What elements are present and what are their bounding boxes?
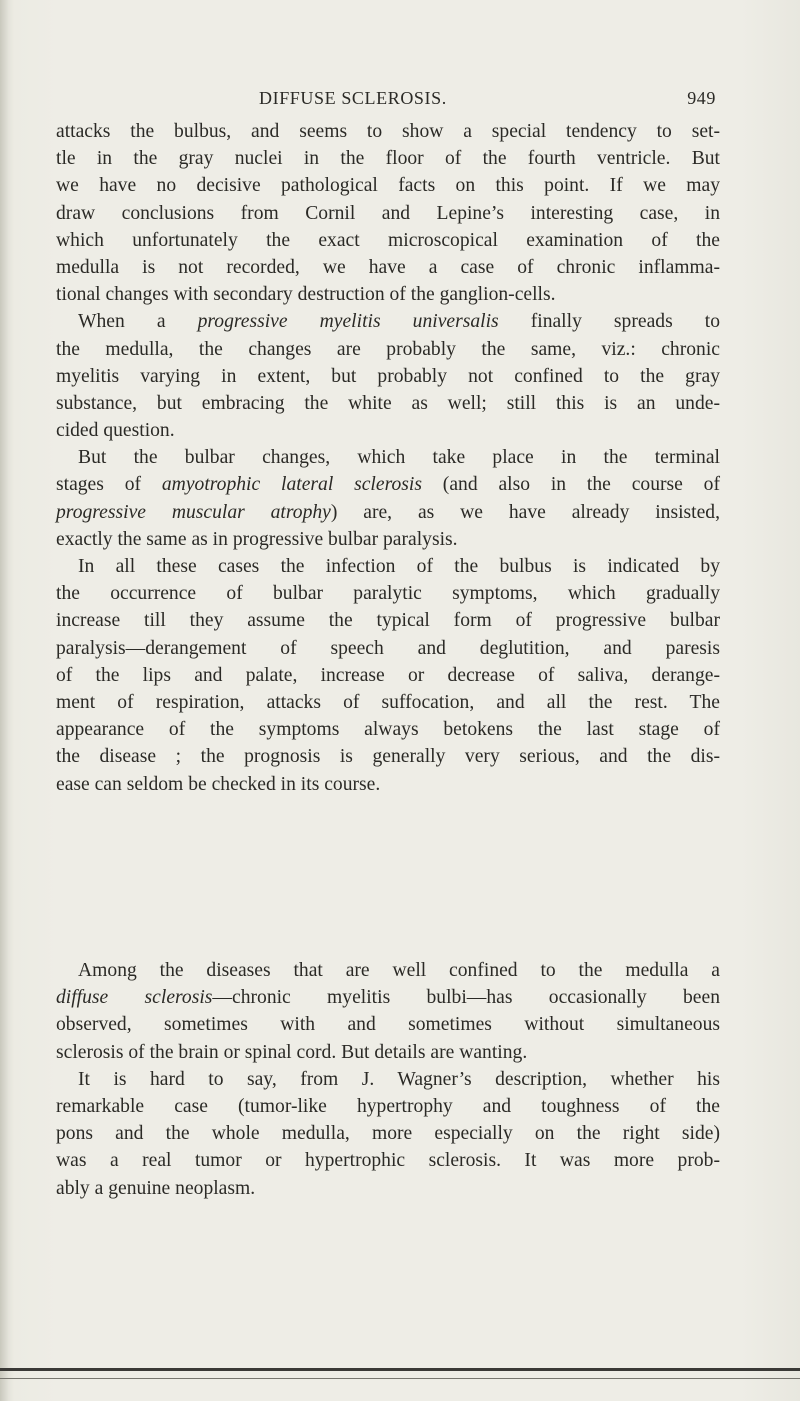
text-line: observed, sometimes with and sometimes without simultaneous [56,1014,720,1036]
text-block-lower [56,957,720,1202]
text-line: increase till they assume the typical form of progressive bulbar [56,610,720,632]
text-line: which unfortunately the exact microscopical examination of the [56,229,720,251]
text-line: But the bulbar changes, which take place in the terminal [78,447,720,469]
italic-term: progressive myelitis universalis [197,311,499,333]
text-line: In all these cases the infection of the bulbus is indicated by [78,556,720,577]
text-line: ably a genuine neoplasm. [56,1177,256,1199]
text-run: (and also in the course of [421,474,720,496]
italic-term: amyotrophic lateral sclerosis [161,474,422,496]
bottom-edge-rule [0,1368,800,1371]
text-run: finally spreads to [498,311,720,333]
text-block-upper [56,118,720,798]
text-line: tional changes with secondary destruction of the ganglion-cells. [56,284,556,306]
text-run: —chronic myelitis bulbi—has occasionally been [212,987,721,1009]
text-line: substance, but embracing the white as well; still this is an unde- [56,392,720,414]
text-line: the disease ; the prognosis is generally very serious, and the dis- [56,746,720,768]
text-line: Among the diseases that are well confined to the medulla a [78,960,720,981]
text-line: the occurrence of bulbar paralytic symptoms, which gradually [56,583,720,605]
text-line: of the lips and palate, increase or decrease of saliva, derange- [56,664,720,686]
running-title: DIFFUSE SCLEROSIS. [259,88,447,108]
text-run: When a [78,311,198,333]
text-line: the medulla, the changes are probably the same, viz.: chronic [56,338,720,360]
text-line: It is hard to say, from J. Wagner’s description, whether his [78,1068,720,1090]
text-line: exactly the same as in progressive bulbar paralysis. [56,528,458,550]
italic-term: progressive muscular atrophy [56,501,331,523]
text-line: attacks the bulbus, and seems to show a special tendency to set- [56,121,720,142]
text-line [56,984,720,1011]
text-line: was a real tumor or hypertrophic sclerosis. It was more prob- [56,1150,720,1172]
text-line [56,499,720,526]
text-run: ) are, as we have already insisted, [330,501,720,523]
running-head [56,88,716,112]
text-line: remarkable case (tumor-like hypertrophy and toughness of the [56,1095,720,1117]
page-binding-edge [0,0,8,1401]
text-line: draw conclusions from Cornil and Lepine’s interesting case, in [56,202,720,224]
text-line [56,471,720,498]
text-line: we have no decisive pathological facts on this point. If we may [56,175,720,197]
text-line: tle in the gray nuclei in the floor of the fourth ventricle. But [56,148,720,170]
text-line: myelitis varying in extent, but probably not confined to the gray [56,365,720,387]
text-line: ease can seldom be checked in its course. [56,773,381,795]
text-line: appearance of the symptoms always betokens the last stage of [56,719,720,741]
text-line: pons and the whole medulla, more especially on the right side) [56,1123,720,1145]
bottom-edge-rule-thin [0,1378,800,1379]
text-line: paralysis—derangement of speech and deglutition, and paresis [56,637,720,659]
text-line: cided question. [56,420,175,442]
text-line: medulla is not recorded, we have a case of chronic inflamma- [56,256,720,278]
page-number: 949 [687,88,716,108]
text-line [56,308,720,335]
italic-term: diffuse sclerosis [56,987,213,1009]
text-run: stages of [56,474,162,496]
text-line: ment of respiration, attacks of suffocation, and all the rest. The [56,691,720,713]
text-line: sclerosis of the brain or spinal cord. But details are wanting. [56,1041,528,1063]
